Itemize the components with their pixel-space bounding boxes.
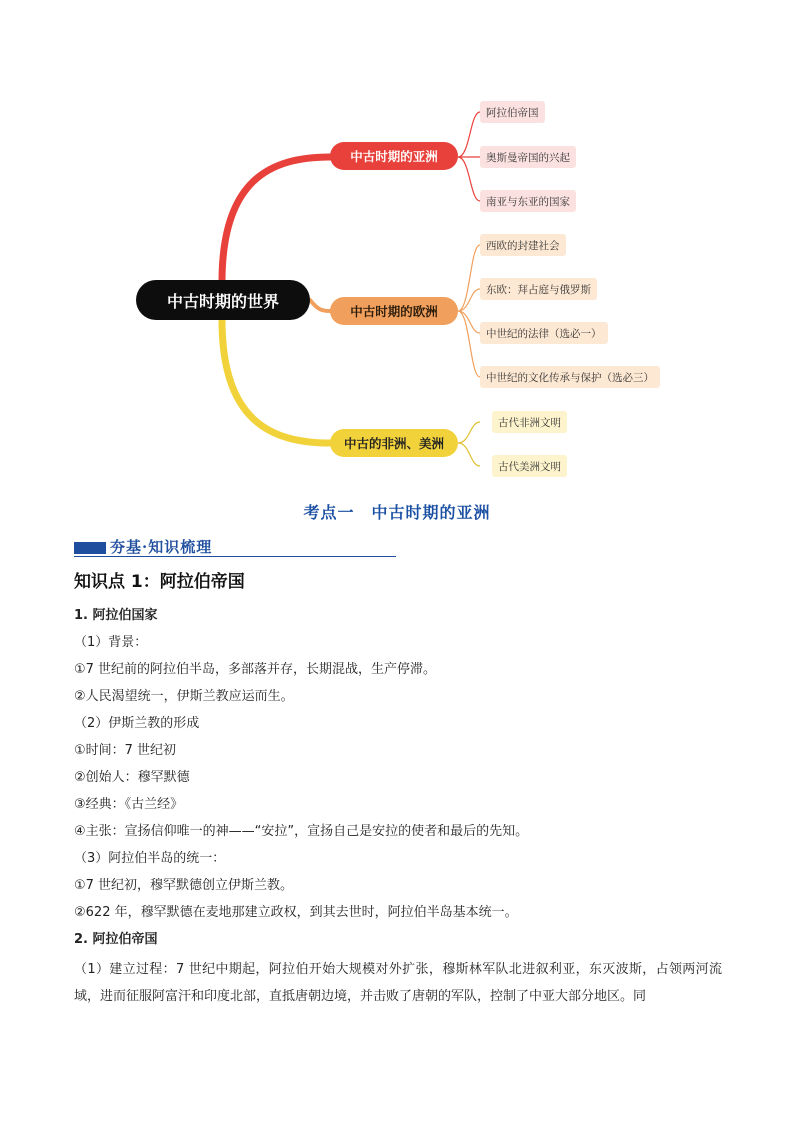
mind-map-connectors [0,0,794,500]
branch-asia: 中古时期的亚洲 [330,142,458,170]
text-line: ④主张：宣扬信仰唯一的神——“安拉”，宣扬自己是安拉的使者和最后的先知。 [74,824,529,839]
mind-map [0,0,794,500]
connector-europe [310,300,330,311]
heading-arab-state: 1. 阿拉伯国家 [74,608,158,623]
connector-asia-leaves [458,112,480,201]
text-line: （2）伊斯兰教的形成 [74,716,200,731]
leaf-eastern-europe: 东欧：拜占庭与俄罗斯 [480,278,597,300]
leaf-arab-empire: 阿拉伯帝国 [480,101,545,123]
text-line: ②创始人：穆罕默德 [74,770,190,785]
text-line: ①7 世纪初，穆罕默德创立伊斯兰教。 [74,878,294,893]
text-line: ①7 世纪前的阿拉伯半岛，多部落并存，长期混战，生产停滞。 [74,662,437,677]
section-banner [74,536,396,558]
section-title: 考点一 中古时期的亚洲 [303,503,491,522]
knowledge-point-title: 知识点 1：阿拉伯帝国 [74,572,245,592]
banner-text: 夯基·知识梳理 [110,538,213,556]
text-line: （1）背景： [74,635,148,650]
connector-africa [222,320,330,443]
banner-underline [74,556,396,557]
paragraph-establishment: （1）建立过程：7 世纪中期起，阿拉伯开始大规模对外扩张，穆斯林军队北进叙利亚，东灭波斯，占领两河流域，进而征服阿富汗和印度北部，直抵唐朝边境，并击败了唐朝的军队，控制了中亚大部分地区。同 [74,962,722,1004]
connector-asia [222,157,330,282]
leaf-african-civ: 古代非洲文明 [492,411,567,433]
branch-africa-america: 中古的非洲、美洲 [330,429,458,457]
text-line: （3）阿拉伯半岛的统一： [74,851,226,866]
text-line: ②622 年，穆罕默德在麦地那建立政权，到其去世时，阿拉伯半岛基本统一。 [74,905,518,920]
banner-bar [74,542,106,554]
text-line: ②人民渴望统一，伊斯兰教应运而生。 [74,689,294,704]
mind-map-root: 中古时期的世界 [136,280,310,320]
leaf-medieval-law: 中世纪的法律（选必一） [480,322,608,344]
text-line: ③经典：《古兰经》 [74,797,184,812]
branch-europe: 中古时期的欧洲 [330,297,458,325]
leaf-american-civ: 古代美洲文明 [492,455,567,477]
leaf-south-east-asia: 南亚与东亚的国家 [480,190,576,212]
text-line: ①时间：7 世纪初 [74,743,177,758]
connector-europe-leaves [458,245,480,377]
leaf-ottoman-rise: 奥斯曼帝国的兴起 [480,146,576,168]
leaf-western-feudal: 西欧的封建社会 [480,234,566,256]
leaf-medieval-culture: 中世纪的文化传承与保护（选必三） [480,366,660,388]
connector-africa-leaves [458,422,480,466]
heading-arab-empire: 2. 阿拉伯帝国 [74,932,158,947]
